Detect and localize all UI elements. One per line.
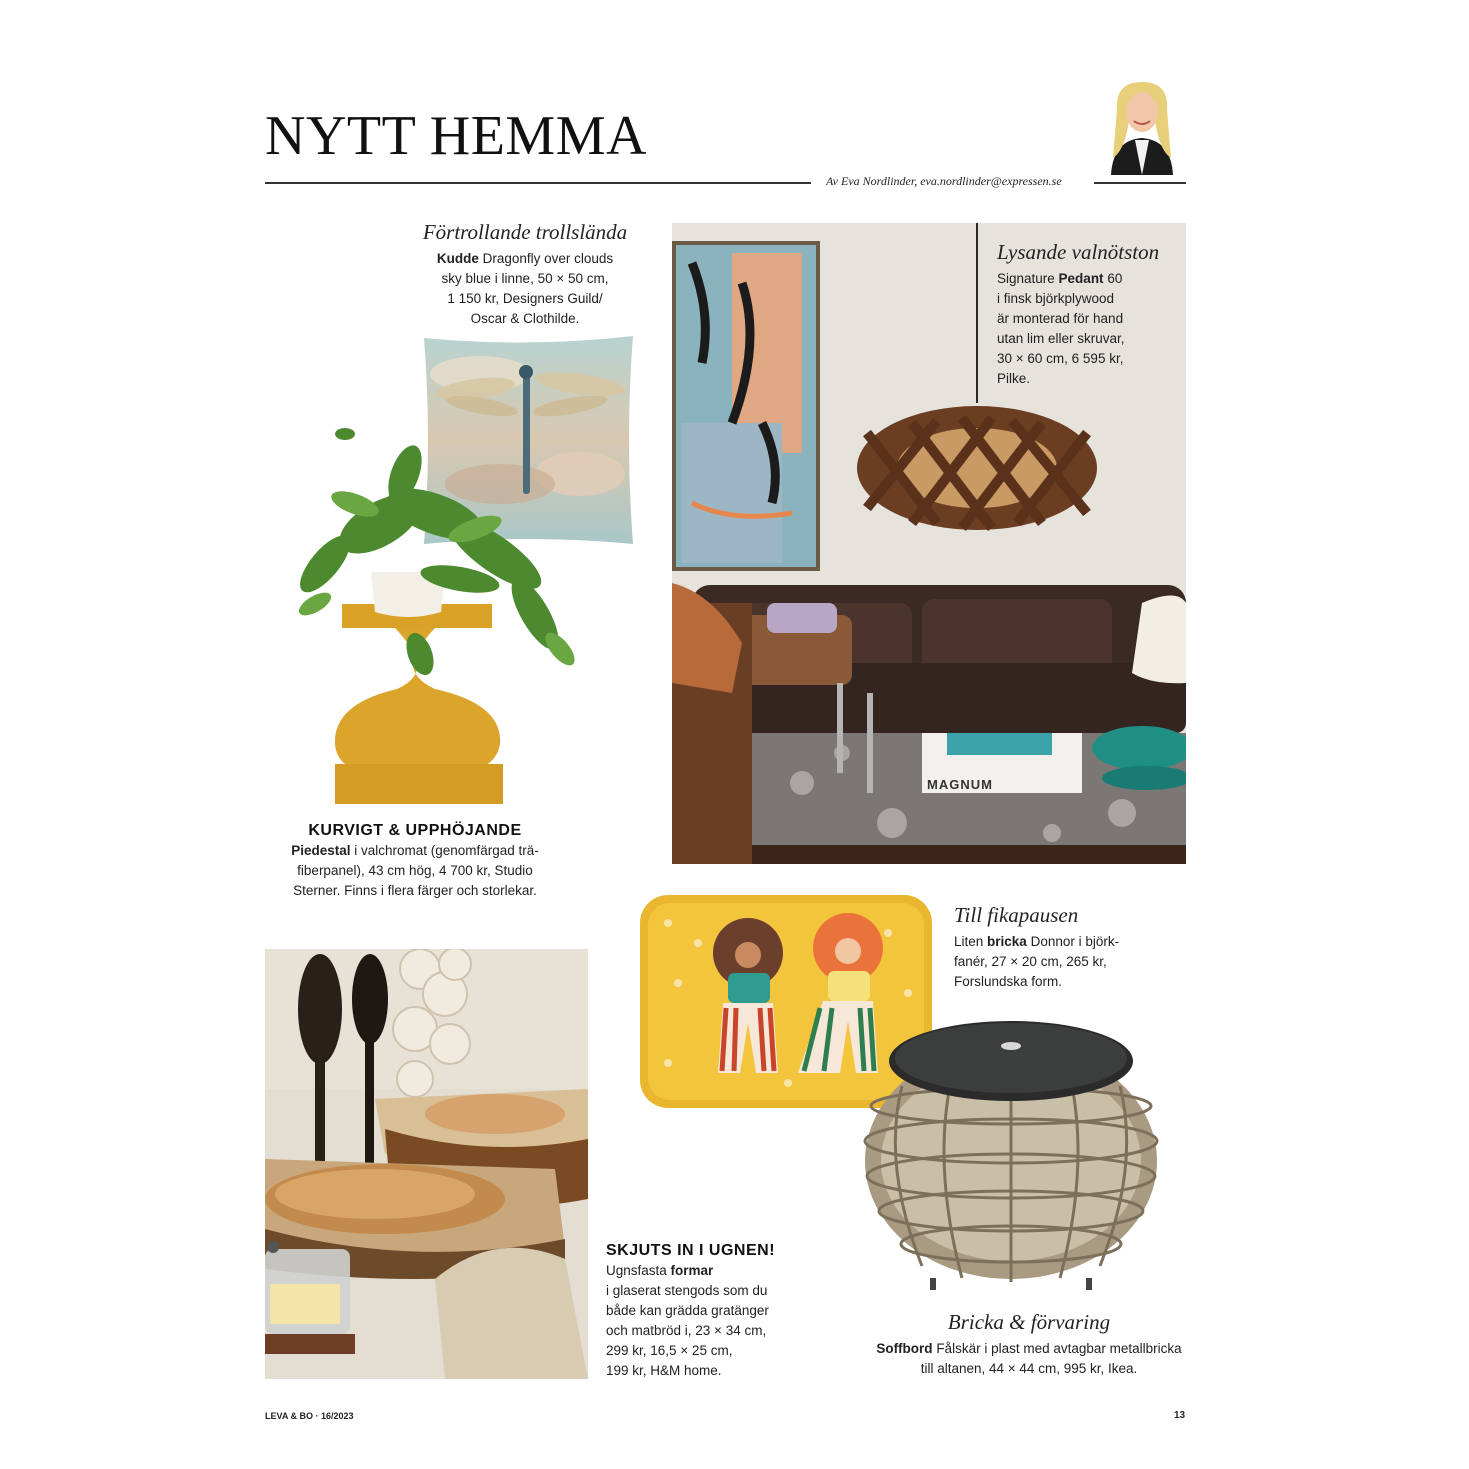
pedestal-plant-image — [285, 404, 615, 806]
soffbord-product-name: Soffbord — [876, 1341, 933, 1356]
kudde-heading: Förtrollande trollslända — [422, 220, 628, 244]
bricka-line: Liten — [954, 934, 988, 949]
pedant-line: utan lim eller skruvar, — [997, 331, 1125, 346]
soffbord-caption — [862, 1310, 1196, 1379]
pedant-line: Pilke. — [997, 371, 1031, 386]
bricka-line: Forslundska form. — [954, 974, 1063, 989]
kudde-caption — [405, 220, 645, 329]
kudde-line: Oscar & Clothilde. — [470, 311, 580, 326]
pedant-line: 30 × 60 cm, 6 595 kr, — [997, 351, 1124, 366]
piedestal-line: fiberpanel), 43 cm hög, 4 700 kr, Studio — [297, 863, 533, 878]
book-title-text: MAGNUM — [927, 777, 993, 792]
kudde-product-name: Kudde — [436, 251, 479, 266]
piedestal-line: Sterner. Finns i flera färger och storlekar. — [293, 883, 537, 898]
bricka-line: fanér, 27 × 20 cm, 265 kr, — [954, 954, 1107, 969]
formar-line: Ugnsfasta — [606, 1263, 671, 1278]
soffbord-heading: Bricka & förvaring — [947, 1310, 1111, 1334]
pedant-line: 60 — [1103, 271, 1123, 286]
header-rule-left — [265, 182, 811, 184]
formar-heading: SKJUTS IN I UGNEN! — [606, 1242, 776, 1259]
formar-product-name: formar — [670, 1263, 714, 1278]
bricka-caption — [954, 903, 1154, 992]
pedant-line: i finsk björkplywood — [997, 291, 1115, 306]
wicker-table-image — [862, 1016, 1160, 1292]
page-number: 13 — [1174, 1410, 1186, 1421]
kudde-line: sky blue i linne, 50 × 50 cm, — [441, 271, 609, 286]
pedant-line: är monterad för hand — [997, 311, 1124, 326]
soffbord-line: till altanen, 44 × 44 cm, 995 kr, Ikea. — [920, 1361, 1138, 1376]
pedant-caption — [997, 240, 1177, 389]
piedestal-caption — [270, 822, 560, 901]
byline: Av Eva Nordlinder, eva.nordlinder@expressen.se — [826, 174, 1062, 188]
author-portrait — [1099, 80, 1185, 175]
piedestal-heading: KURVIGT & UPPHÖJANDE — [308, 822, 522, 839]
footer-issue: LEVA & BO · 16/2023 — [265, 1411, 354, 1421]
bricka-product-name: bricka — [987, 934, 1027, 949]
formar-line: 199 kr, H&M home. — [606, 1363, 722, 1378]
kudde-line: 1 150 kr, Designers Guild/ — [447, 291, 603, 306]
bricka-heading: Till fikapausen — [954, 903, 1079, 927]
formar-line: både kan grädda gratänger — [606, 1303, 769, 1318]
soffbord-line: Fålskär i plast med avtagbar metallbricka — [932, 1341, 1182, 1356]
pedant-product-name: Pedant — [1058, 271, 1104, 286]
bricka-line: Donnor i björk- — [1026, 934, 1120, 949]
formar-caption — [606, 1242, 806, 1381]
page-title: NYTT HEMMA — [265, 105, 647, 167]
baking-photo — [265, 949, 588, 1379]
header-rule-right — [1094, 182, 1186, 184]
piedestal-product-name: Piedestal — [291, 843, 351, 858]
pedant-line: Signature — [997, 271, 1059, 286]
pedant-heading: Lysande valnötston — [997, 240, 1160, 264]
formar-line: i glaserat stengods som du — [606, 1283, 768, 1298]
formar-line: 299 kr, 16,5 × 25 cm, — [606, 1343, 733, 1358]
kudde-line: Dragonfly over clouds — [478, 251, 614, 266]
formar-line: och matbröd i, 23 × 34 cm, — [606, 1323, 767, 1338]
piedestal-line: i valchromat (genomfärgad trä- — [350, 843, 539, 858]
